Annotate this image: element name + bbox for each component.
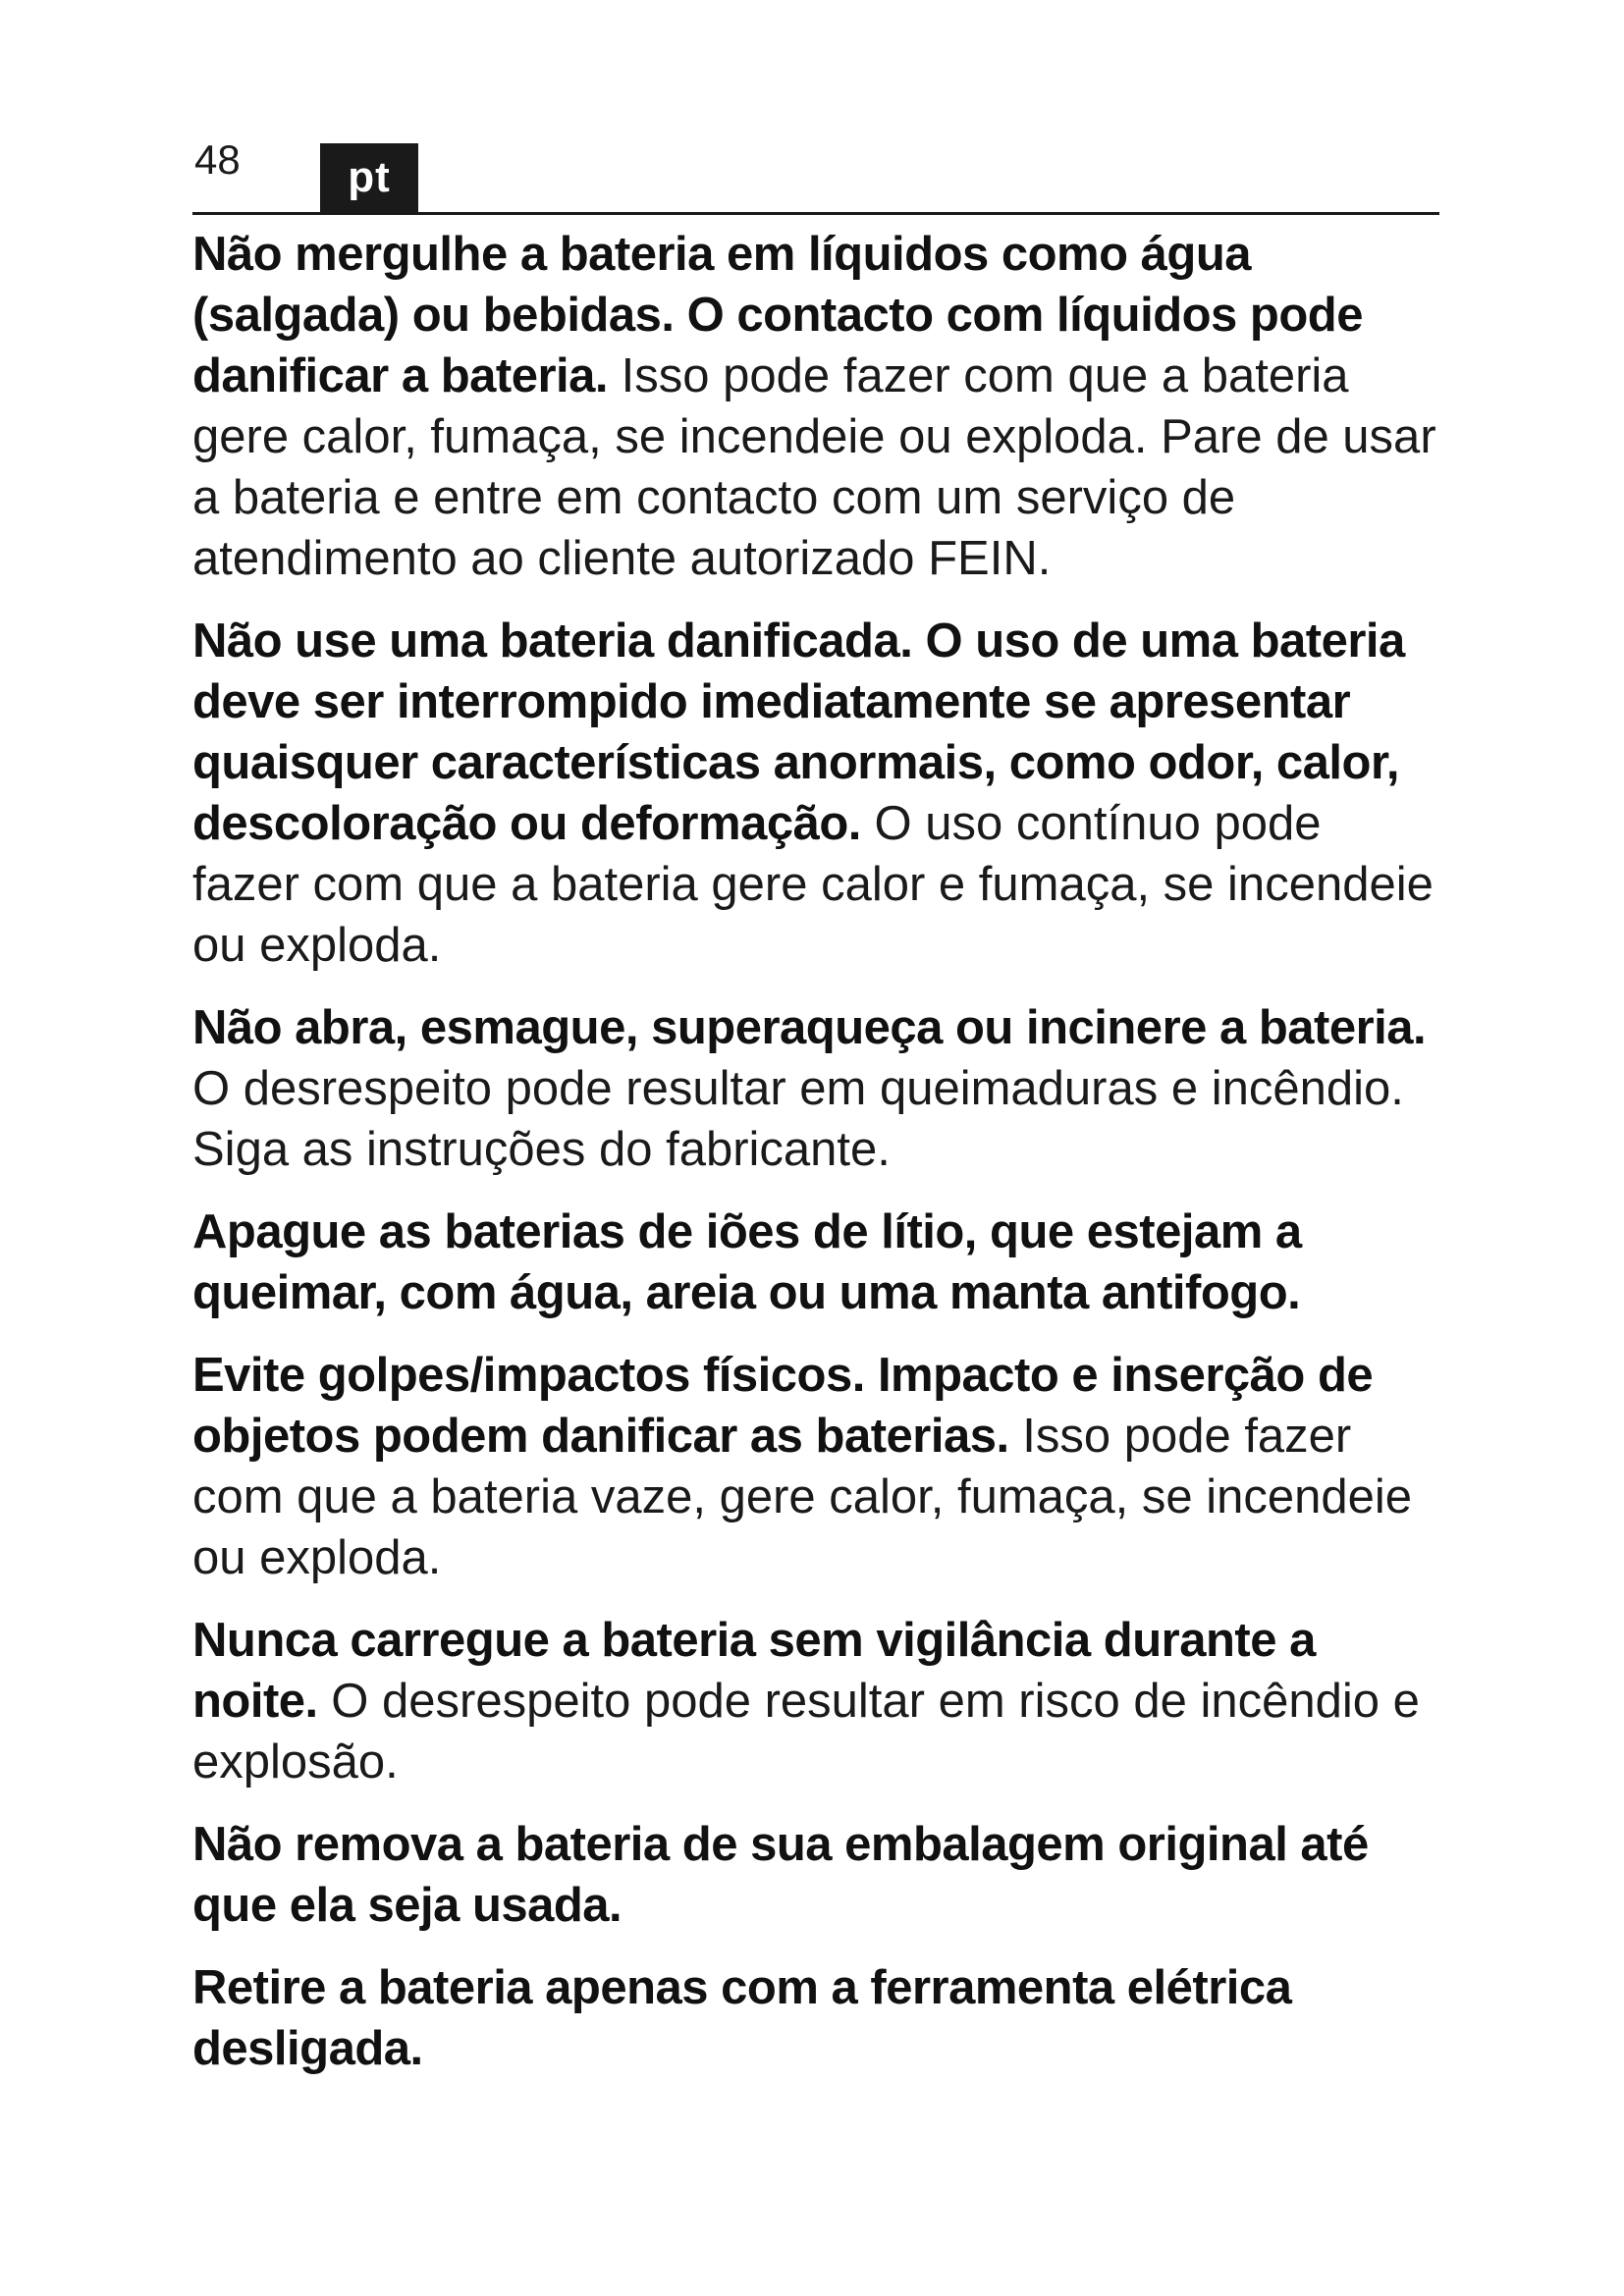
paragraph-original-packaging <box>192 1814 1439 1936</box>
paragraph-warning: Não remova a bateria de sua embalagem original até que ela seja usada. <box>192 1818 1369 1932</box>
page-header <box>192 137 1439 215</box>
paragraph-warning: Evite golpes/impactos físicos. Impacto e inserção de objetos podem danificar as baterias. <box>192 1349 1374 1463</box>
paragraph-detail: O desrespeito pode resultar em queimaduras e incêndio. Siga as instruções do fabricante. <box>192 1062 1404 1176</box>
paragraph-detail: O desrespeito pode resultar em risco de incêndio e explosão. <box>192 1675 1420 1789</box>
paragraph-warning: Apague as baterias de iões de lítio, que estejam a queimar, com água, areia ou uma manta antifogo. <box>192 1205 1302 1319</box>
safety-instructions <box>192 224 1439 2101</box>
paragraph-warning: Retire a bateria apenas com a ferramenta elétrica desligada. <box>192 1961 1292 2075</box>
paragraph-avoid-impacts <box>192 1345 1439 1588</box>
language-tag: pt <box>320 143 418 212</box>
paragraph-no-open-crush <box>192 997 1439 1180</box>
paragraph-detail: Isso pode fazer com que a bateria gere calor, fumaça, se incendeie ou exploda. Pare de usar a bateria e entre em contacto com um serviço de atendimento ao cliente autorizado FEIN. <box>192 349 1436 585</box>
paragraph-no-immersion <box>192 224 1439 589</box>
paragraph-no-unattended-charging <box>192 1610 1439 1792</box>
paragraph-detail: O uso contínuo pode fazer com que a bateria gere calor e fumaça, se incendeie ou exploda. <box>192 797 1434 972</box>
paragraph-warning: Nunca carregue a bateria sem vigilância durante a noite. <box>192 1614 1316 1728</box>
paragraph-warning: Não abra, esmague, superaqueça ou incinere a bateria. <box>192 1001 1427 1054</box>
paragraph-warning: Não use uma bateria danificada. O uso de uma bateria deve ser interrompido imediatamente se apresentar quaisquer características anormais, como odor, calor, descoloração ou deformação. <box>192 614 1405 850</box>
paragraph-extinguish <box>192 1201 1439 1323</box>
paragraph-warning: Não mergulhe a bateria em líquidos como água (salgada) ou bebidas. O contacto com líquidos pode danificar a bateria. <box>192 228 1363 402</box>
page-number: 48 <box>194 136 241 183</box>
paragraph-damaged-battery <box>192 611 1439 976</box>
paragraph-remove-when-off <box>192 1957 1439 2079</box>
paragraph-detail: Isso pode fazer com que a bateria vaze, gere calor, fumaça, se incendeie ou exploda. <box>192 1410 1413 1584</box>
